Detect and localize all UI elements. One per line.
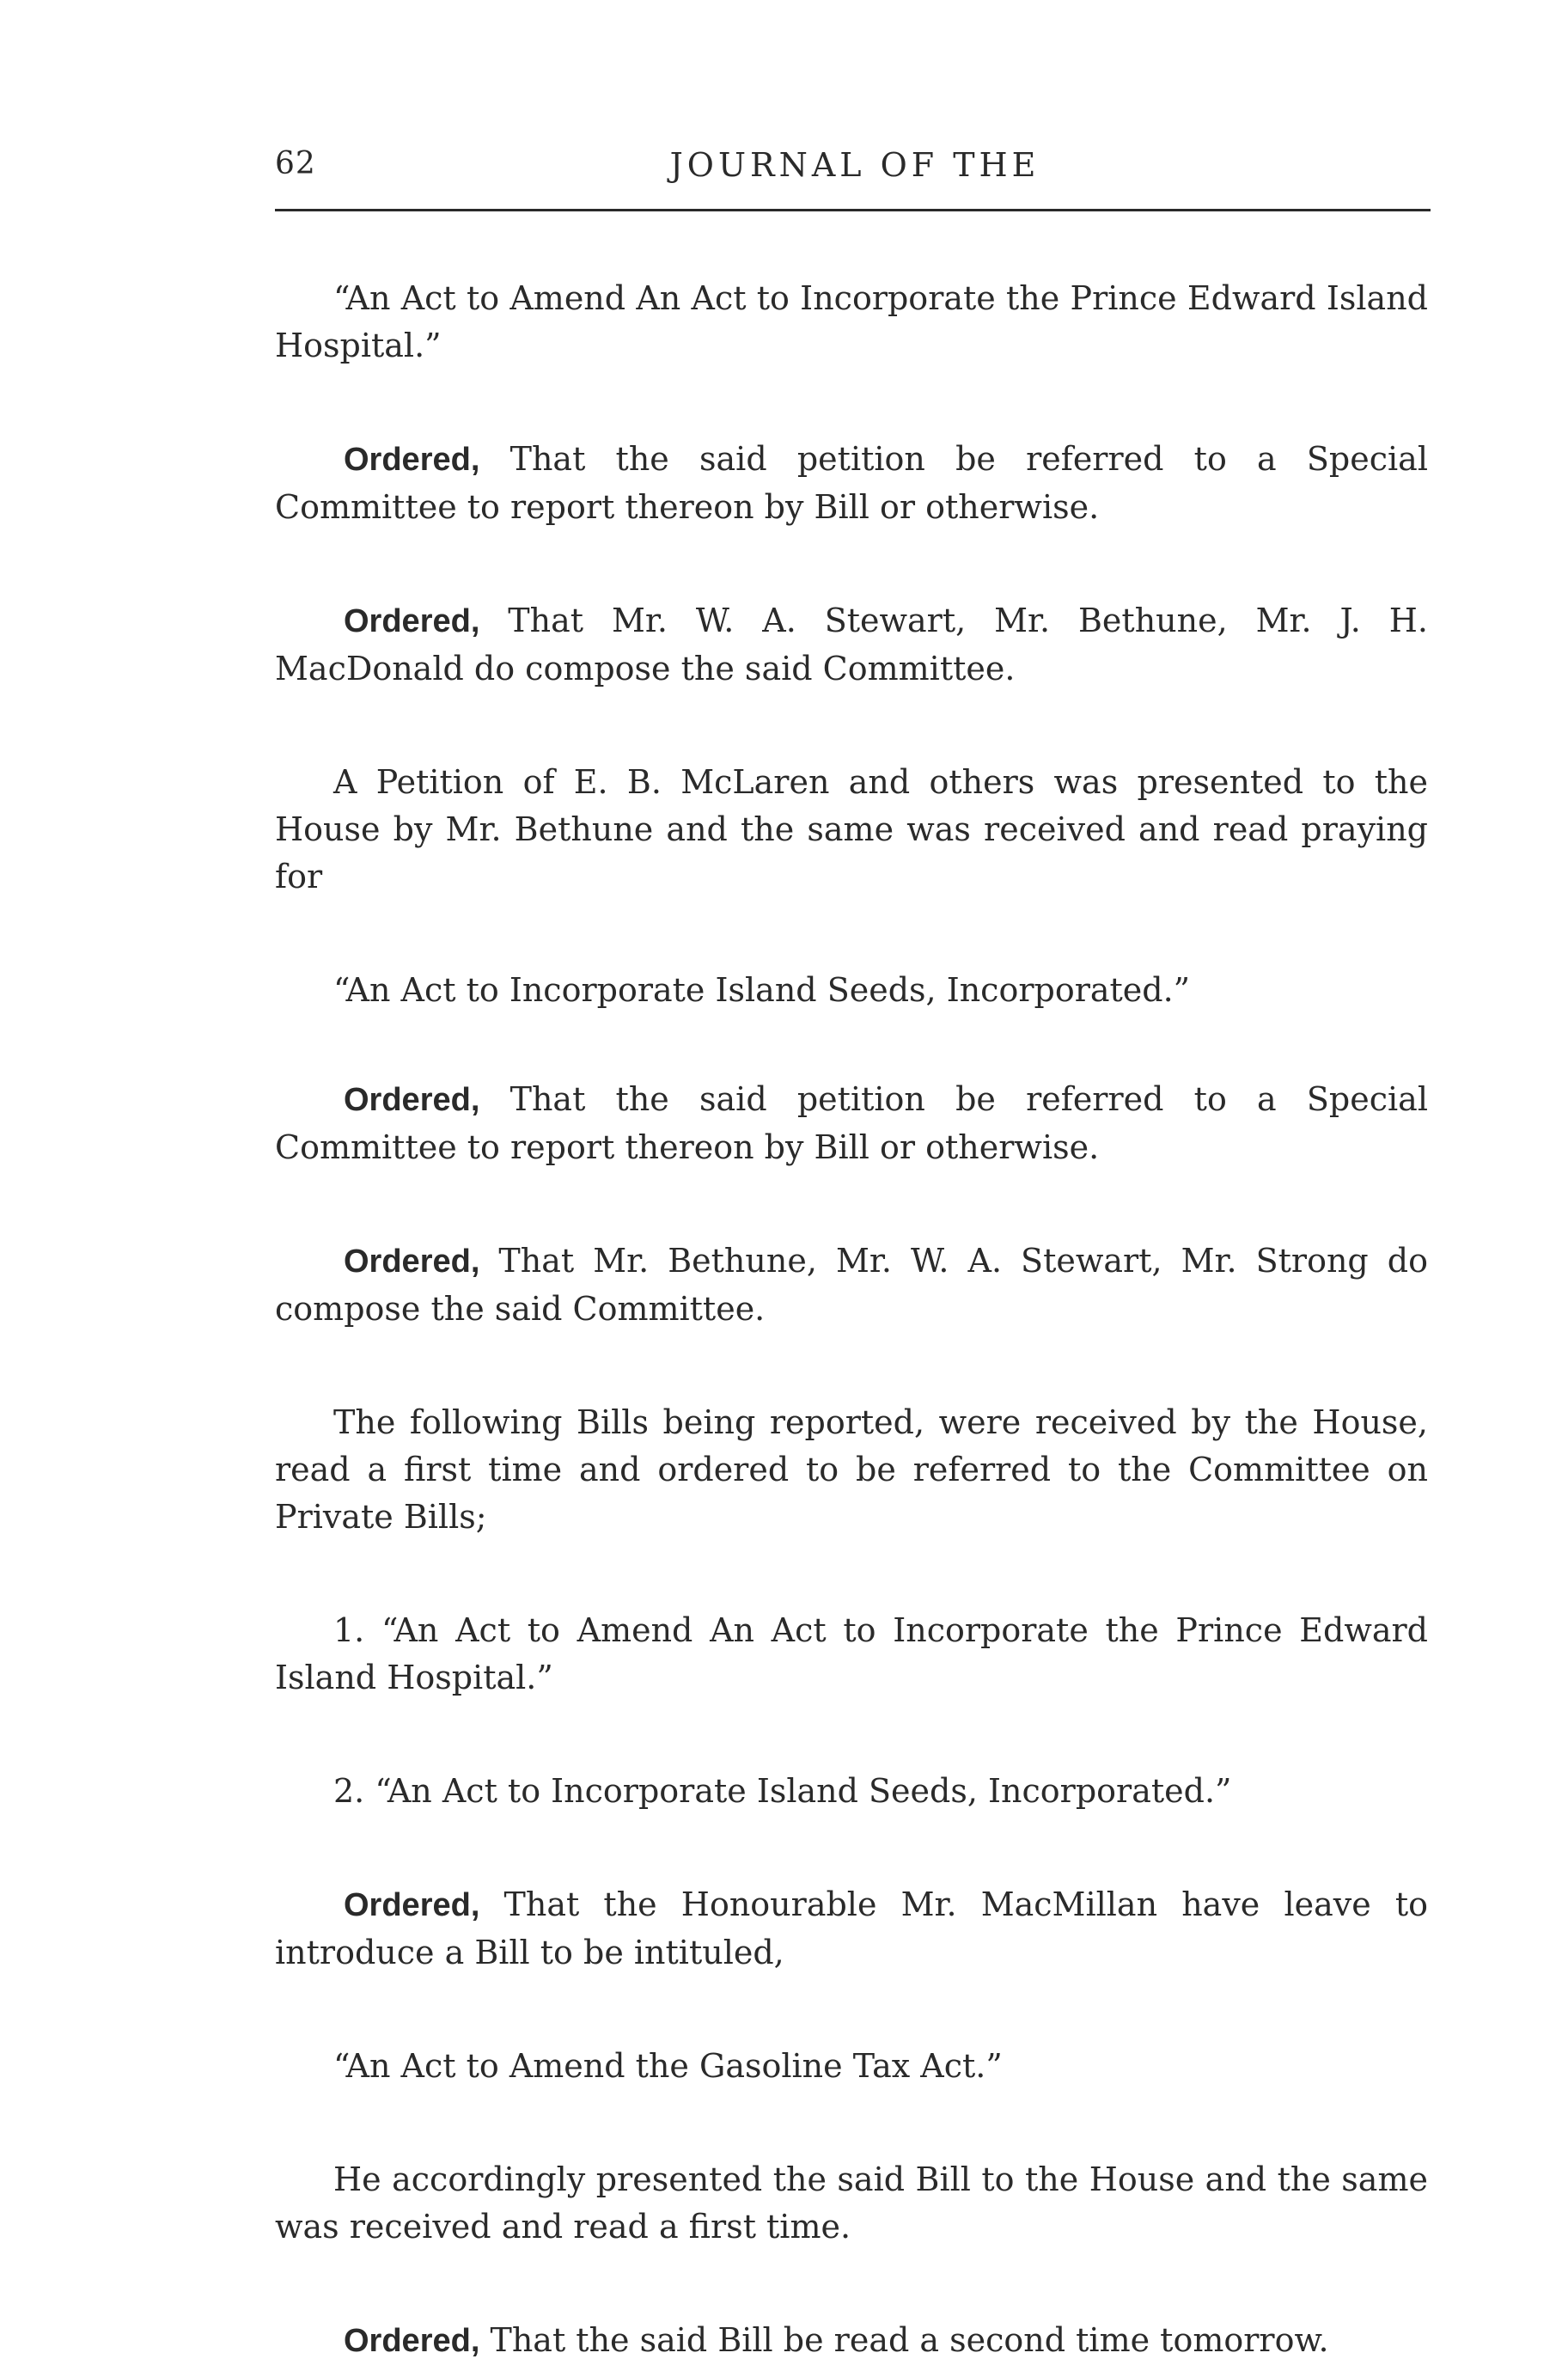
paragraph-text: He accordingly presented the said Bill to the House and the same was received and read a first time. [275, 2160, 1428, 2246]
order-paragraph [275, 597, 1428, 693]
order-paragraph [275, 2317, 1428, 2365]
ordered-label: Ordered, [344, 442, 480, 478]
paragraph-text: A Petition of E. B. McLaren and others was presented to the House by Mr. Bethune and the same was received and read praying for [275, 763, 1428, 895]
order-paragraph [275, 1238, 1428, 1333]
bill-list-item [275, 1607, 1428, 1702]
paragraph-text: 2. “An Act to Incorporate Island Seeds, Incorporated.” [333, 1772, 1232, 1810]
bill-title-quote [275, 275, 1428, 370]
ordered-label: Ordered, [344, 1244, 480, 1280]
paragraph-text: “An Act to Incorporate Island Seeds, Incorporated.” [333, 971, 1191, 1009]
bill-list-item [275, 1768, 1428, 1815]
bills-reported-paragraph [275, 1399, 1428, 1541]
ordered-label: Ordered, [344, 2323, 480, 2359]
order-paragraph [275, 1076, 1428, 1171]
order-paragraph [275, 436, 1428, 531]
order-paragraph [275, 1881, 1428, 1977]
paragraph-text: That the said Bill be read a second time tomorrow. [479, 2321, 1329, 2359]
journal-body [275, 275, 1428, 2365]
ordered-label: Ordered, [344, 1887, 480, 1923]
paragraph-text: 1. “An Act to Amend An Act to Incorporate the Prince Edward Island Hospital.” [275, 1611, 1428, 1696]
petition-paragraph [275, 759, 1428, 901]
paragraph-text: That the Honourable Mr. MacMillan have leave to introduce a Bill to be intituled, [275, 1885, 1428, 1971]
paragraph-text: That Mr. Bethune, Mr. W. A. Stewart, Mr. Strong do compose the said Committee. [275, 1242, 1428, 1328]
header-rule [275, 209, 1431, 211]
bill-title-quote [275, 2043, 1428, 2090]
paragraph-text: The following Bills being reported, were received by the House, read a first time and ordered to be referred to the Committee on Private Bills; [275, 1403, 1428, 1536]
page-number: 62 [275, 146, 316, 181]
paragraph-text: “An Act to Amend An Act to Incorporate the Prince Edward Island Hospital.” [275, 279, 1428, 364]
ordered-label: Ordered, [344, 1082, 480, 1118]
paragraph-text: That the said petition be referred to a Special Committee to report thereon by Bill or otherwise. [275, 440, 1428, 526]
paragraph-text: That the said petition be referred to a Special Committee to report thereon by Bill or otherwise. [275, 1080, 1428, 1166]
bill-title-quote [275, 967, 1428, 1014]
page-header [275, 146, 1435, 198]
ordered-label: Ordered, [344, 603, 480, 639]
paragraph-text: “An Act to Amend the Gasoline Tax Act.” [333, 2047, 1003, 2085]
presentation-paragraph [275, 2156, 1428, 2251]
running-title: JOURNAL OF THE [669, 146, 1040, 184]
paragraph-text: That Mr. W. A. Stewart, Mr. Bethune, Mr. J. H. MacDonald do compose the said Committee. [275, 602, 1428, 688]
